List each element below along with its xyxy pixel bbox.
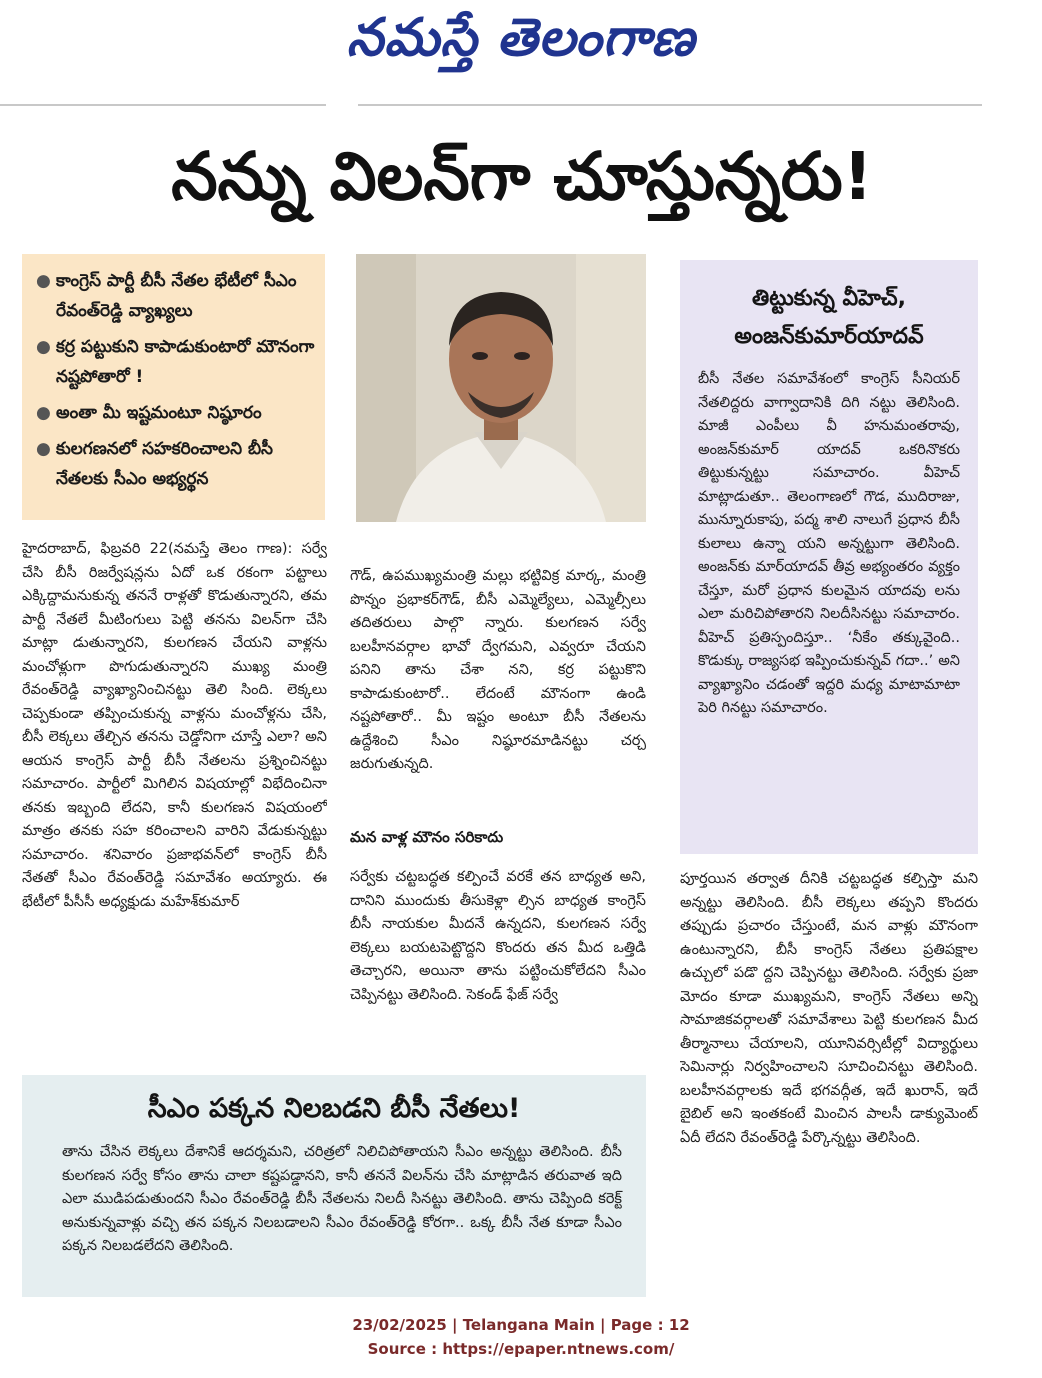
sidebar-title — [680, 280, 978, 356]
sub-story-title: సీఎం పక్కన నిలబడని బీసీ నేతలు! — [147, 1093, 521, 1124]
sidebar-body: బీసీ నేతల సమావేశంలో కాంగ్రెస్ సీనియర్ నేతలిద్దరు వాగ్వాదానికి దిగి నట్టు తెలిసింది. మాజీ ఎంపీలు వీ హనుమంతరావు, అంజన్‌కుమార్ యాదవ్ ఒకరినొకరు తిట్టుకున్నట్టు సమాచారం. వీహెచ్ మాట్లాడుతూ.. తెలంగాణలో గౌడ, ముదిరాజు, మున్నూరుకాపు, పద్మ శాలి నాలుగే ప్రధాన బీసీ కులాలు ఉన్నా యని అన్నట్టుగా తెలిసింది. అంజన్‌కు మార్‌యాదవ్ తీవ్ర అభ్యంతరం వ్యక్తం చేస్తూ, మరో ప్రధాన కులమైన యాదవు లను ఎలా మరిచిపోతారని నిలదీసినట్టు సమాచారం. వీహెచ్ ప్రతిస్పందిస్తూ.. ‘నీకేం తక్కువైంది.. కొడుక్కు రాజ్యసభ ఇప్పించుకున్నవ్ గదా..’ అని వ్యాఖ్యానిం చడంతో ఇద్దరి మధ్య మాటామాటా పెరి గినట్టు సమాచారం. — [698, 371, 960, 716]
column-1-body: హైదరాబాద్, ఫిబ్రవరి 22(నమస్తే తెలం గాణ): సర్వే చేసి బీసీ రిజర్వేషన్లను ఏదో ఒక రకంగా పట్టాలు ఎక్కిద్దామనుకున్న తననే రాళ్లతో కొడుతున్నారని, తమ పార్టీ నేతలే మీటింగులు పెట్టి తనను విలన్‌గా చేసి మాట్లా డుతున్నారని, కులగణన చేయని వాళ్లను మంచోళ్లుగా పొగుడుతున్నారని ముఖ్య మంత్రి రేవంత్‌రెడ్డి వ్యాఖ్యానించినట్టు తెలి సింది. లెక్కలు చెప్పకుండా తప్పించుకున్న వాళ్లను మంచోళ్లను చేసి, బీసీ లెక్కలు తేల్చిన తనను చెడ్డోనిగా చూస్తే ఎలా? అని ఆయన కాంగ్రెస్ పార్టీ బీసీ నేతలను ప్రశ్నించినట్టు సమాచారం. పార్టీలో మిగిలిన విషయాల్లో విభేదించినా తనకు ఇబ్బంది లేదని, కానీ కులగణన విషయంలో మాత్రం తనకు సహ కరించాలని వారిని వేడుకున్నట్టు సమాచారం. శనివారం ప్రజాభవన్‌లో కాంగ్రెస్ బీసీ నేతతో సీఎం రేవంత్‌రెడ్డి సమావేశం అయ్యారు. ఈ భేటీలో పీసీసీ అధ్యక్షుడు మహేశ్‌కుమార్ — [22, 541, 327, 910]
news-photo — [356, 254, 646, 522]
sidebar-title-line1: తిట్టుకున్న వీహెచ్, — [752, 286, 906, 311]
highlights-box — [22, 254, 325, 520]
portrait-illustration — [356, 254, 646, 522]
masthead-rule-right — [358, 104, 982, 106]
column-2-subhead: మన వాళ్ల మౌనం సరికాదు — [350, 828, 504, 846]
bullet-icon: ● — [36, 403, 51, 423]
footer-source[interactable]: Source : https://epaper.ntnews.com/ — [367, 1340, 675, 1358]
highlights-list — [22, 254, 325, 494]
masthead-rule-left — [0, 104, 326, 106]
sub-story-body: తాను చేసిన లెక్కలు దేశానికే ఆదర్శమని, చరిత్రలో నిలిచిపోతాయని సీఎం అన్నట్టు తెలిసింది. బీసీ కులగణన సర్వే కోసం తాను చాలా కష్టపడ్డానని, కానీ తననే విలన్‌ను చేసి మాట్లాడిన తరువాత ఇది ఎలా ముడిపడుతుందని సీఎం రేవంత్‌రెడ్డి బీసీ నేతలను నిలదీ సినట్టు తెలిసింది. తాను చెప్పింది కరెక్ట్ అనుకున్నవాళ్లు వచ్చి తన పక్కన నిలబడాలని సీఎం రేవంత్‌రెడ్డి కోరగా.. ఒక్క బీసీ నేత కూడా సీఎం పక్కన నిలబడలేదని తెలిసింది. — [62, 1144, 622, 1254]
highlight-item: ● కర్ర పట్టుకుని కాపాడుకుంటారో మౌనంగా నష్టపోతారో ! — [36, 332, 317, 392]
highlight-item: ● కులగణనలో సహకరించాలని బీసీ నేతలకు సీఎం అభ్యర్థన — [36, 434, 317, 494]
bullet-icon: ● — [36, 271, 51, 291]
column-2-body-bottom: సర్వేకు చట్టబద్ధత కల్పించే వరకే తన బాధ్యత అని, దానిని ముందుకు తీసుకెళ్లా ల్సిన బాధ్యత కాంగ్రెస్ బీసీ నాయకుల మీదనే ఉన్నదని, కులగణన సర్వే లెక్కలు బయటపెట్టొద్దని కొందరు తన మీద ఒత్తిడి తెచ్చారని, అయినా తాను పట్టించుకోలేదని సీఎం చెప్పినట్టు తెలిసింది. సెకండ్ ఫేజ్ సర్వే — [350, 869, 646, 1003]
sidebar-title-line2: అంజన్‌కుమార్‌యాదవ్ — [734, 324, 924, 349]
highlight-item: ● అంతా మీ ఇష్టమంటూ నిష్ఠూరం — [36, 398, 317, 428]
main-headline: నన్ను విలన్‌గా చూస్తున్నరు! — [171, 138, 873, 215]
bullet-icon: ● — [36, 337, 51, 357]
footer-edition: 23/02/2025 | Telangana Main | Page : 12 — [352, 1316, 690, 1334]
column-3-body: పూర్తయిన తర్వాత దీనికి చట్టబద్ధత కల్పిస్తా మని అన్నట్టు తెలిసింది. బీసీ లెక్కలు తప్పని కొందరు తప్పుడు ప్రచారం చేస్తుంటే, మన వాళ్లు మౌనంగా ఉంటున్నారని, బీసీ కాంగ్రెస్ నేతలు ప్రతిపక్షాల ఉచ్చులో పడొ ద్దని చెప్పినట్టు తెలిసింది. సర్వేకు ప్రజా మోదం కూడా ముఖ్యమని, కాంగ్రెస్ నేతలు అన్ని సామాజికవర్గాలతో సమావేశాలు పెట్టి కులగణన మీద తీర్మానాలు చేయాలని, యూనివర్సిటీల్లో విద్యార్థులు సెమినార్లు నిర్వహించాలని సూచించినట్టు తెలిసింది. బలహీనవర్గాలకు ఇదే భగవద్గీత, ఇదే ఖురాన్, ఇదే బైబిల్ అని ఇంతకంటే మించిన పాలసీ డాక్యుమెంట్ ఏదీ లేదని రేవంత్‌రెడ్డి పేర్కొన్నట్టు తెలిసింది. — [680, 871, 978, 1146]
column-2-body-top: గౌడ్, ఉపముఖ్యమంత్రి మల్లు భట్టివిక్ర మార్క, మంత్రి పొన్నం ప్రభాకర్‌గౌడ్, బీసీ ఎమ్మెల్యేలు, ఎమ్మెల్సీలు తదితరులు పాల్గొ న్నారు. కులగణన సర్వే బలహీనవర్గాల భావో ద్వేగమని, ఎవ్వరూ చేయని పనిని తాను చేశా నని, కర్ర పట్టుకొని కాపాడుకుంటారో.. లేదంటే మౌనంగా ఉండి నష్టపోతారో.. మీ ఇష్టం అంటూ బీసీ నేతలను ఉద్దేశించి సీఎం నిష్ఠూరమాడినట్టు చర్చ జరుగుతున్నది. — [350, 568, 646, 772]
masthead-title: నమస్తే తెలంగాణ — [346, 8, 696, 68]
bullet-icon: ● — [36, 439, 51, 459]
highlight-item: ● కాంగ్రెస్ పార్టీ బీసీ నేతల భేటీలో సీఎం రేవంత్‌రెడ్డి వ్యాఖ్యలు — [36, 266, 317, 326]
sidebar-box — [680, 260, 978, 854]
sub-story-box — [22, 1075, 646, 1297]
